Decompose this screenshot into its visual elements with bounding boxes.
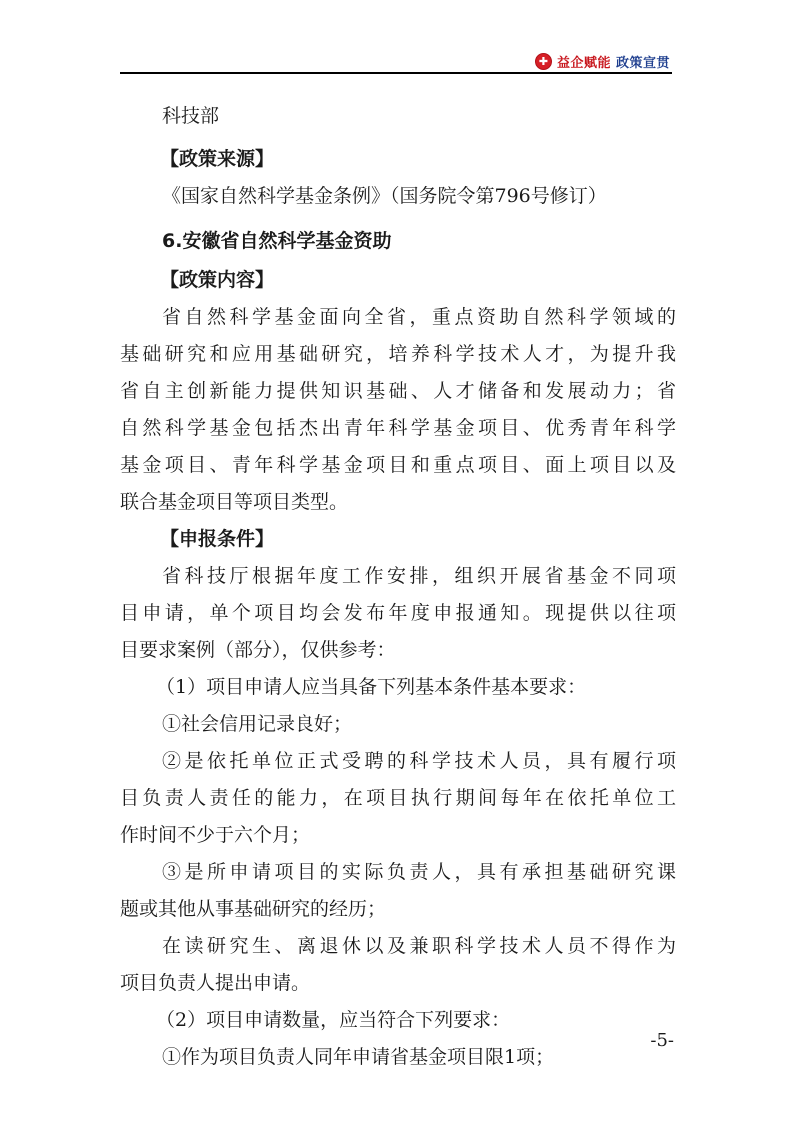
list-heading: （1）项目申请人应当具备下列基本条件基本要求：	[156, 676, 587, 698]
body-line: 省自主创新能力提供知识基础、人才储备和发展动力；省	[120, 380, 676, 402]
body-line: 目申请，单个项目均会发布年度申报通知。现提供以往项	[120, 602, 676, 624]
list-item: ③是所申请项目的实际负责人，具有承担基础研究课	[162, 861, 676, 883]
body-line: 目负责人责任的能力，在项目执行期间每年在依托单位工	[120, 787, 676, 809]
body-line: 联合基金项目等项目类型。	[120, 491, 349, 513]
section-label-policy-source: 【政策来源】	[160, 148, 275, 170]
logo-text	[557, 52, 670, 71]
body-line: 《国家自然科学基金条例》（国务院令第796号修订）	[162, 185, 607, 207]
list-heading: （2）项目申请数量，应当符合下列要求：	[156, 1009, 511, 1031]
circle-cross-logo-icon: ✚	[535, 53, 552, 70]
list-item: ①社会信用记录良好；	[162, 713, 353, 735]
body-line: 科技部	[162, 105, 220, 127]
body-line: 作时间不少于六个月；	[120, 824, 311, 846]
list-item: ①作为项目负责人同年申请省基金项目限1项；	[162, 1046, 555, 1068]
section-label-policy-content: 【政策内容】	[160, 269, 275, 291]
body-line: 项目负责人提出申请。	[120, 972, 311, 994]
body-line: 自然科学基金包括杰出青年科学基金项目、优秀青年科学	[120, 417, 676, 439]
header-logo	[535, 50, 670, 72]
section-heading: 6.安徽省自然科学基金资助	[162, 230, 392, 252]
logo-text-red: 益企赋能	[556, 55, 611, 71]
body-line: 目要求案例（部分），仅供参考：	[120, 639, 396, 661]
document-body	[120, 98, 676, 1076]
section-label-requirements: 【申报条件】	[160, 528, 275, 550]
header-rule	[120, 72, 672, 74]
body-line: 题或其他从事基础研究的经历；	[120, 898, 387, 920]
page-number: -5-	[650, 1030, 674, 1051]
body-line: 基金项目、青年科学基金项目和重点项目、面上项目以及	[120, 454, 676, 476]
body-line: 省科技厅根据年度工作安排，组织开展省基金不同项	[162, 565, 676, 587]
logo-text-blue: 政策宣贯	[615, 55, 670, 71]
body-line: 基础研究和应用基础研究，培养科学技术人才，为提升我	[120, 343, 676, 365]
list-item: ②是依托单位正式受聘的科学技术人员，具有履行项	[162, 750, 676, 772]
body-line: 省自然科学基金面向全省，重点资助自然科学领域的	[162, 306, 676, 328]
body-line: 在读研究生、离退休以及兼职科学技术人员不得作为	[162, 935, 676, 957]
